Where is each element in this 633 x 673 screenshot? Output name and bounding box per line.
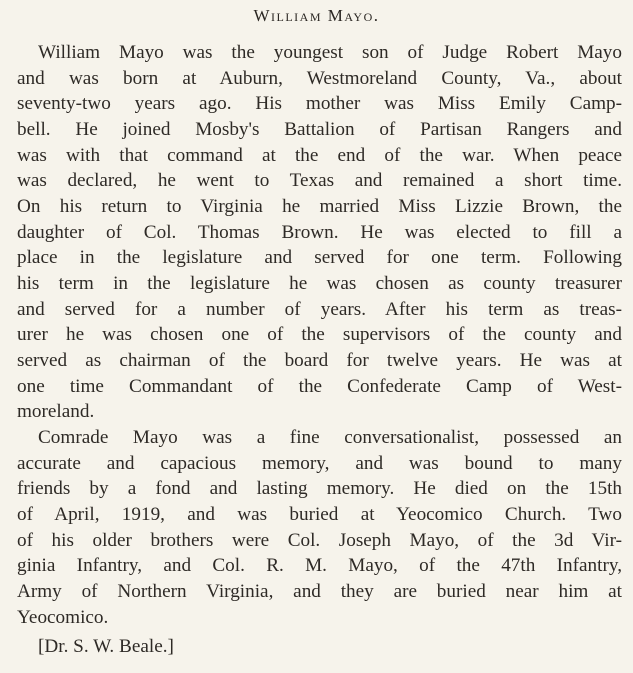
- text-line: of his older brothers were Col. Joseph Mayo, of the 3d Vir-: [17, 530, 622, 551]
- text-line: daughter of Col. Thomas Brown. He was elected to fill a: [17, 222, 622, 243]
- text-line: friends by a fond and lasting memory. He died on the 15th: [17, 478, 622, 499]
- text-line: Army of Northern Virginia, and they are buried near him at: [17, 581, 622, 602]
- text-line: accurate and capacious memory, and was bound to many: [17, 453, 622, 474]
- signature: [Dr. S. W. Beale.]: [38, 636, 174, 657]
- text-line: William Mayo was the youngest son of Judge Robert Mayo: [38, 42, 622, 63]
- text-line: On his return to Virginia he married Miss Lizzie Brown, the: [17, 196, 622, 217]
- text-line: his term in the legislature he was chosen as county treasurer: [17, 273, 622, 294]
- text-line: ginia Infantry, and Col. R. M. Mayo, of the 47th Infantry,: [17, 555, 622, 576]
- text-line: one time Commandant of the Confederate Camp of West-: [17, 376, 622, 397]
- text-line: seventy-two years ago. His mother was Miss Emily Camp-: [17, 93, 622, 114]
- text-line: bell. He joined Mosby's Battalion of Partisan Rangers and: [17, 119, 622, 140]
- text-line: place in the legislature and served for one term. Following: [17, 247, 622, 268]
- text-line: moreland.: [17, 401, 95, 422]
- text-line: Comrade Mayo was a fine conversationalist, possessed an: [38, 427, 622, 448]
- text-line: was with that command at the end of the war. When peace: [17, 145, 622, 166]
- text-line: was declared, he went to Texas and remained a short time.: [17, 170, 622, 191]
- text-line: and served for a number of years. After his term as treas-: [17, 299, 622, 320]
- page-title: William Mayo.: [253, 6, 380, 25]
- text-line: served as chairman of the board for twelve years. He was at: [17, 350, 622, 371]
- text-line: and was born at Auburn, Westmoreland County, Va., about: [17, 68, 622, 89]
- text-line: of April, 1919, and was buried at Yeocomico Church. Two: [17, 504, 622, 525]
- text-line: urer he was chosen one of the supervisors of the county and: [17, 324, 622, 345]
- text-line: Yeocomico.: [17, 607, 109, 628]
